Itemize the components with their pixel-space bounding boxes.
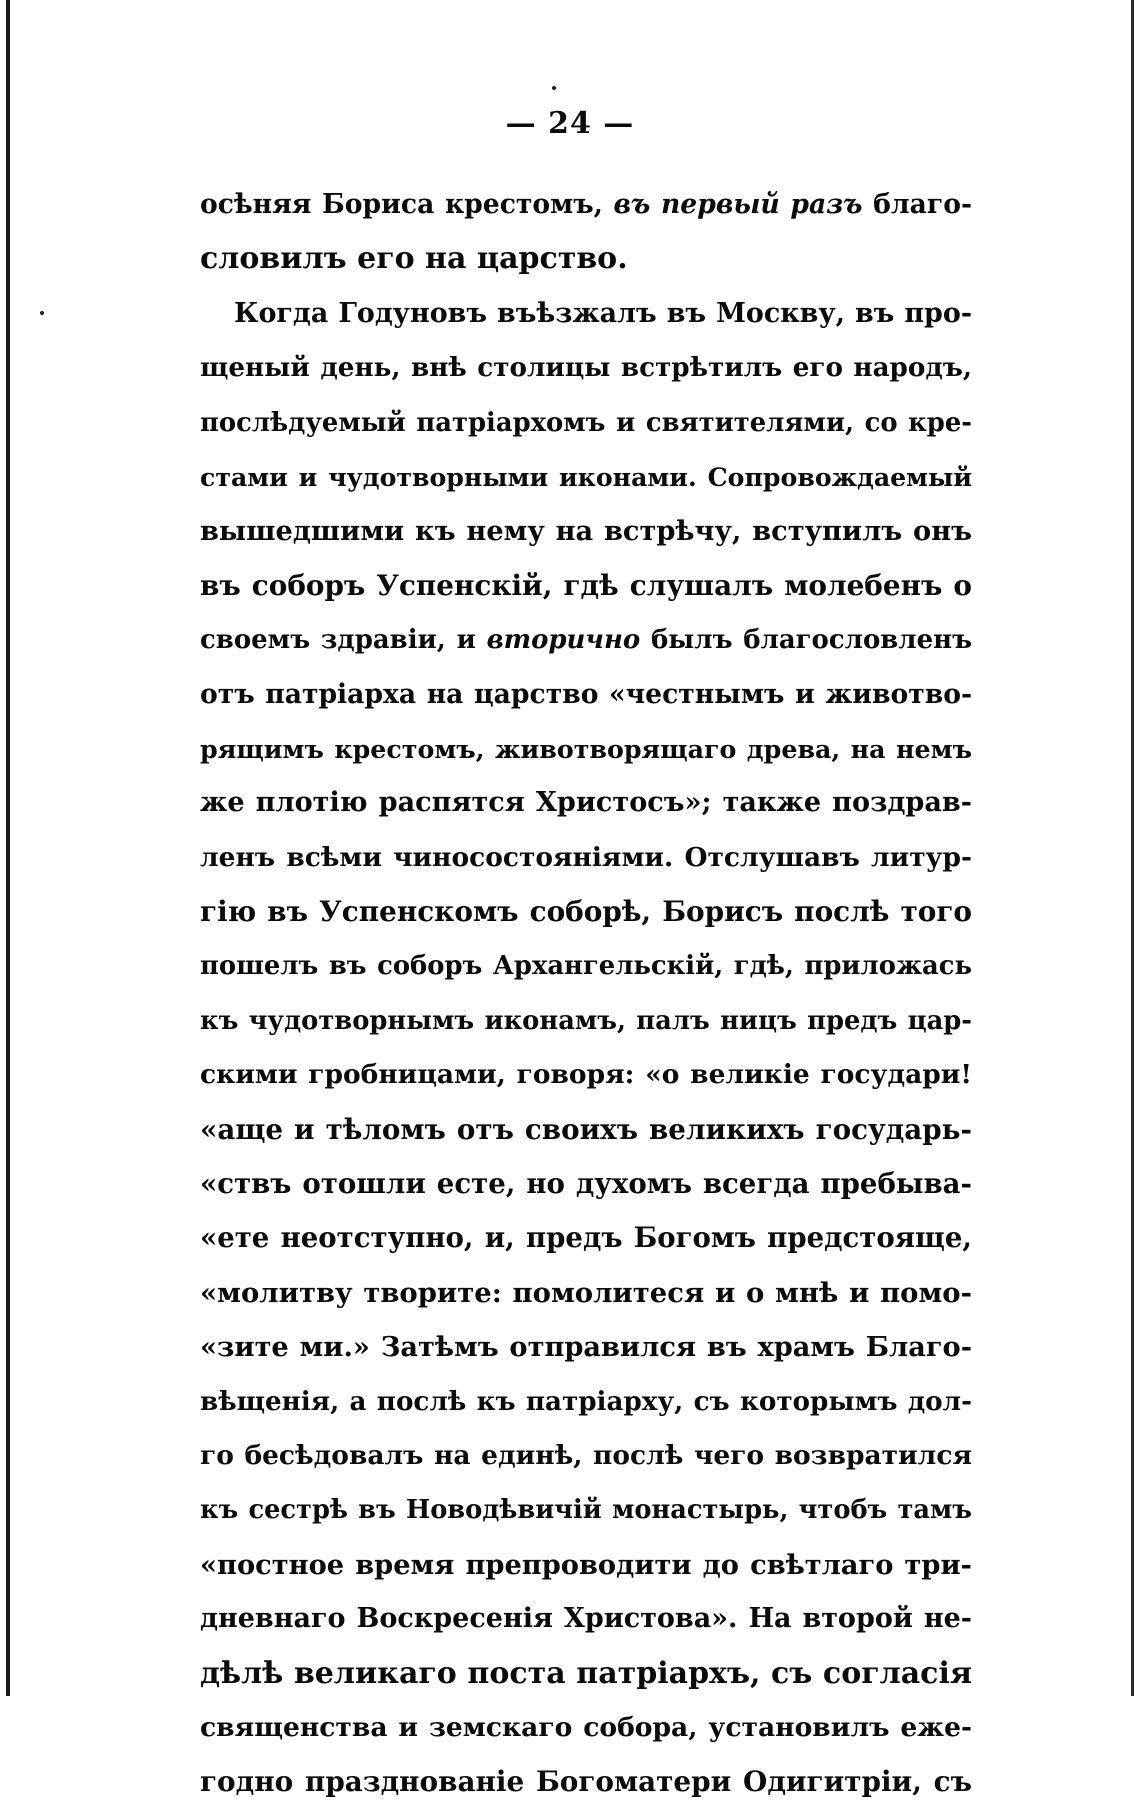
text-line: осѣняя Бориса крестомъ, въ первый разъ благо- <box>200 189 972 220</box>
text-line: отъ патріарха на царство «честнымъ и животво- <box>200 678 972 710</box>
text-line: ленъ всѣми чиносостояніями. Отслушавъ литур- <box>200 841 972 873</box>
text-line: «молитву творите: помолитеся и о мнѣ и помо- <box>200 1276 972 1309</box>
text-line: пошелъ въ соборъ Архангельскій, гдѣ, приложась <box>200 951 972 982</box>
text-line: къ чудотворнымъ иконамъ, палъ ницъ предъ цар- <box>200 1005 972 1036</box>
text-line: дѣлѣ великаго поста патріархъ, съ согласія <box>200 1655 972 1691</box>
text-line: рящимъ крестомъ, животворящаго древа, на немъ <box>200 733 972 764</box>
text-line: священства и земскаго собора, установилъ еже- <box>200 1711 972 1743</box>
scan-speck <box>40 311 44 315</box>
text-line: же плотію распятся Христосъ»; также поздрав- <box>200 787 972 819</box>
text-line: дневнаго Воскресенія Христова». На второй не- <box>200 1603 972 1635</box>
text-line: щеный день, внѣ столицы встрѣтилъ его народъ, <box>200 352 972 384</box>
text-line: словилъ его на царство. <box>200 241 628 277</box>
text-line: въ соборъ Успенскій, гдѣ слушалъ молебенъ о <box>200 568 972 602</box>
text-line: стами и чудотворными иконами. Сопровождаемый <box>200 461 972 492</box>
text-line: «постное время препроводити до свѣтлаго три- <box>200 1548 972 1581</box>
text-line: го бесѣдовалъ на единѣ, послѣ чего возвратился <box>200 1439 972 1471</box>
paragraph-first-line: Когда Годуновъ въѣзжалъ въ Москву, въ про- <box>234 297 972 329</box>
text-line: «аще и тѣломъ отъ своихъ великихъ государь- <box>200 1112 972 1146</box>
text-line: годно празднованіе Богоматери Одигитріи, съ <box>200 1765 972 1799</box>
text-line: послѣдуемый патріархомъ и святителями, со кре- <box>200 407 972 438</box>
text-line: своемъ здравіи, и вторично былъ благословленъ <box>200 625 972 656</box>
text-line: «ствъ отошли есте, но духомъ всегда пребыва- <box>200 1167 972 1201</box>
text-line: вышедшими къ нему на встрѣчу, вступилъ онъ <box>200 515 972 548</box>
text-line: вѣщенія, а послѣ къ патріарху, съ которымъ дол- <box>200 1385 972 1417</box>
scan-left-edge <box>6 0 10 1696</box>
scan-speck <box>552 86 556 90</box>
text-line: скими гробницами, говоря: «о великіе государи! <box>200 1059 972 1091</box>
text-line: «зите ми.» Затѣмъ отправился въ храмъ Благо- <box>200 1331 972 1364</box>
page-number: — 24 — <box>505 106 635 141</box>
body-text <box>200 178 972 1810</box>
scan-right-edge <box>1131 0 1134 1696</box>
text-line: «ете неотступно, и, предъ Богомъ предстояще, <box>200 1222 972 1255</box>
text-line: къ сестрѣ въ Новодѣвичій монастырь, чтобъ тамъ <box>200 1495 972 1526</box>
text-line: гію въ Успенскомъ соборѣ, Борисъ послѣ того <box>200 895 972 929</box>
